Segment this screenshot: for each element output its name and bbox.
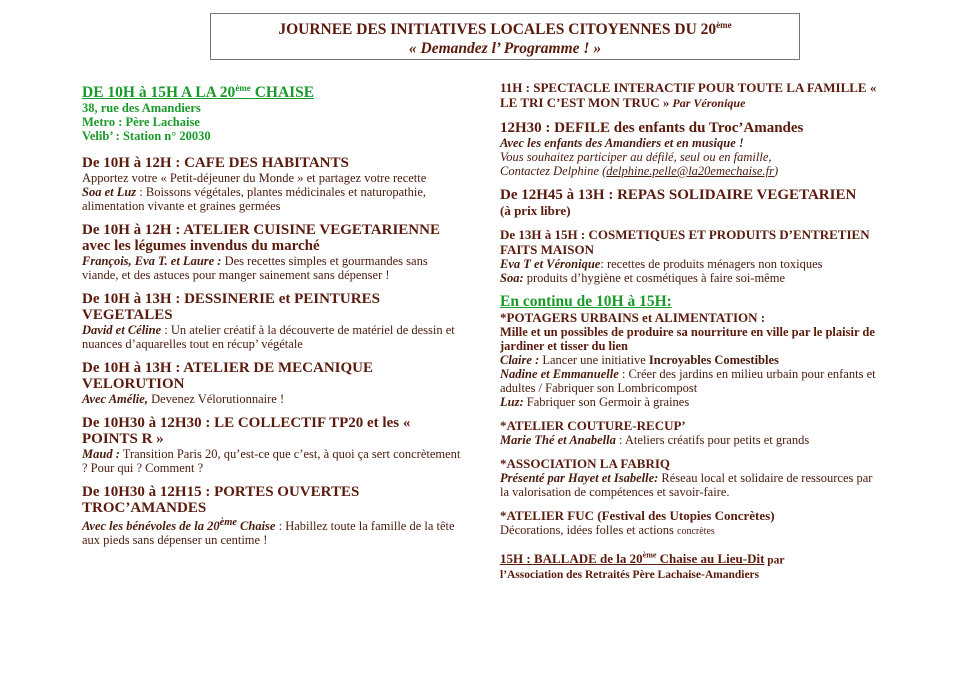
couture-heading: *ATELIER COUTURE-RECUP’	[500, 418, 686, 433]
title-sup: ème	[716, 20, 732, 30]
collectif-description: Transition Paris 20, qu’est-ce que c’est, à quoi ça sert concrètement ? Pour qui ? Comment ?	[82, 447, 461, 476]
portes-heading: De 10H30 à 12H15 : PORTES OUVERTES TROC’AMANDES	[82, 484, 360, 517]
couture-description: : Ateliers créatifs pour petits et grands	[615, 433, 810, 447]
mecanique-who: Avec Amélie,	[82, 392, 148, 407]
portes-section	[82, 484, 462, 547]
cuisine-subheading: avec les légumes invendus du marché	[82, 238, 320, 255]
nadine-who: Nadine et Emmanuelle	[500, 367, 619, 381]
defile-sub: Avec les enfants des Amandiers et en musique !	[500, 136, 744, 150]
dessinerie-section	[82, 291, 462, 351]
fabriq-text	[500, 471, 880, 499]
venue-velib: Velib’ : Station n° 20030	[82, 129, 211, 144]
portes-description: : Habillez toute la famille de la tête aux pieds sans dépenser un centime !	[82, 519, 455, 548]
fabriq-who: Présenté par Hayet et Isabelle:	[500, 471, 659, 485]
fabriq-section	[500, 456, 880, 499]
cuisine-description: Des recettes simples et gourmandes sans viande, et des astuces pour manger sainement sans dépenser !	[82, 254, 428, 283]
defile-heading: 12H30 : DEFILE des enfants du Troc’Amandes	[500, 120, 804, 136]
page-subtitle: « Demandez l’ Programme ! »	[408, 40, 602, 58]
claire-who: Claire :	[500, 353, 540, 367]
dessinerie-text	[82, 323, 462, 351]
continu-section	[500, 294, 880, 409]
cuisine-section	[82, 222, 462, 282]
ballade-assoc: l’Association des Retraités Père Lachaise-Amandiers	[500, 569, 760, 582]
fuc-section	[500, 508, 880, 539]
potagers-nadine	[500, 367, 880, 395]
ballade-title	[500, 551, 764, 566]
couture-section	[500, 418, 880, 447]
left-column	[82, 80, 462, 556]
portes-who-suffix: Chaise	[236, 519, 276, 534]
portes-who-sup: ème	[219, 517, 237, 529]
couture-who: Marie Thé et Anabella	[500, 433, 616, 447]
cafe-who: Soa et Luz	[82, 185, 137, 200]
defile-contact-close: )	[773, 164, 779, 178]
cosmetiques-section	[500, 227, 880, 285]
portes-who	[82, 519, 275, 533]
cuisine-who: François, Eva T. et Laure :	[82, 254, 222, 269]
spectacle-heading	[500, 80, 880, 111]
cosmetiques-text2: produits d’hygiène et cosmétiques à faire soi-même	[523, 271, 786, 285]
portes-who-prefix: Avec les bénévoles de la 20	[82, 519, 220, 534]
collectif-heading: De 10H30 à 12H30 : LE COLLECTIF TP20 et les « POINTS R »	[82, 415, 411, 448]
fuc-small: concrètes	[677, 526, 715, 537]
venue-heading-suffix: CHAISE	[250, 84, 315, 102]
venue-section	[82, 80, 462, 143]
cosmetiques-who2: Soa:	[500, 271, 524, 285]
cuisine-heading: De 10H à 12H : ATELIER CUISINE VEGETARIENNE	[82, 222, 440, 239]
defile-line1: Vous souhaitez participer au défilé, seul ou en famille,	[500, 150, 772, 164]
right-column	[500, 80, 880, 591]
ballade-suffix: Chaise au Lieu-Dit	[656, 551, 765, 567]
cosmetiques-line2	[500, 271, 880, 285]
dessinerie-who: David et Céline	[82, 323, 162, 338]
cafe-section	[82, 155, 462, 213]
venue-heading-sup: ème	[235, 83, 251, 93]
dessinerie-heading: De 10H à 13H : DESSINERIE et PEINTURES VEGETALES	[82, 291, 380, 324]
cafe-text	[82, 185, 462, 213]
repas-heading: De 12H45 à 13H : REPAS SOLIDAIRE VEGETARIEN	[500, 187, 857, 203]
repas-section	[500, 187, 880, 218]
delphine-email-link[interactable]: delphine.pelle@la20emechaise.fr	[606, 164, 774, 178]
fuc-heading: *ATELIER FUC (Festival des Utopies Concrètes)	[500, 508, 775, 523]
cuisine-text	[82, 254, 462, 282]
potagers-luz	[500, 395, 880, 409]
collectif-section	[82, 415, 462, 475]
spectacle-by: Par Véronique	[669, 96, 746, 110]
luz-text: Fabriquer son Germoir à graines	[523, 395, 690, 409]
venue-heading	[82, 80, 462, 101]
repas-sub: (à prix libre)	[500, 203, 571, 218]
page-title	[211, 20, 799, 39]
cafe-heading: De 10H à 12H : CAFE DES HABITANTS	[82, 155, 349, 172]
defile-contact: Contactez Delphine (	[500, 164, 607, 178]
ballade-sup: ème	[642, 551, 657, 560]
fabriq-heading: *ASSOCIATION LA FABRIQ	[500, 456, 670, 471]
venue-address: 38, rue des Amandiers	[82, 101, 201, 116]
claire-text: Lancer une initiative	[539, 353, 649, 367]
nadine-text: : Créer des jardins en milieu urbain pour enfants et adultes / Fabriquer son Lombricompost	[500, 367, 876, 395]
title-box	[210, 13, 800, 60]
fuc-text	[500, 523, 880, 539]
luz-who: Luz:	[500, 395, 524, 409]
mecanique-heading: De 10H à 13H : ATELIER DE MECANIQUE VELORUTION	[82, 360, 373, 393]
claire-bold: Incroyables Comestibles	[648, 353, 779, 367]
venue-heading-text: DE 10H à 15H A LA 20	[82, 84, 236, 102]
ballade-heading	[500, 548, 880, 568]
cafe-description: : Boissons végétales, plantes médicinales et naturopathie, alimentation vivante et graines germées	[82, 185, 427, 214]
ballade-par: par	[764, 554, 785, 567]
spectacle-section	[500, 80, 880, 111]
potagers-heading: *POTAGERS URBAINS et ALIMENTATION :	[500, 310, 766, 325]
spectacle-heading-text: 11H : SPECTACLE INTERACTIF POUR TOUTE LA FAMILLE « LE TRI C’EST MON TRUC »	[500, 80, 877, 110]
continu-heading: En continu de 10H à 15H:	[500, 293, 672, 310]
cosmetiques-who1: Eva T et Véronique	[500, 257, 601, 271]
fuc-description: Décorations, idées folles et actions	[500, 523, 678, 537]
cosmetiques-heading: De 13H à 15H : COSMETIQUES ET PRODUITS D’ENTRETIEN FAITS MAISON	[500, 227, 870, 257]
mecanique-description: Devenez Vélorutionnaire !	[147, 392, 285, 407]
collectif-who: Maud :	[82, 447, 120, 462]
defile-line2	[500, 164, 880, 178]
ballade-prefix: 15H : BALLADE de la 20	[500, 551, 643, 567]
collectif-text	[82, 447, 462, 475]
cosmetiques-text1: : recettes de produits ménagers non toxiques	[600, 257, 823, 271]
mecanique-text	[82, 392, 462, 406]
ballade-section	[500, 548, 880, 582]
cosmetiques-line1	[500, 257, 880, 271]
dessinerie-description: : Un atelier créatif à la découverte de matériel de dessin et nuances d’aquarelles tout en récup’ végétale	[82, 323, 455, 352]
potagers-claire	[500, 353, 880, 367]
portes-text	[82, 516, 462, 547]
couture-text	[500, 433, 880, 447]
cafe-line1: Apportez votre « Petit-déjeuner du Monde » et partagez votre recette	[82, 171, 427, 186]
defile-section	[500, 120, 880, 178]
mecanique-section	[82, 360, 462, 406]
fabriq-description: Réseau local et solidaire de ressources par la valorisation de compétences et savoir-faire.	[500, 471, 873, 499]
venue-metro: Metro : Père Lachaise	[82, 115, 200, 130]
title-text: JOURNEE DES INITIATIVES LOCALES CITOYENNES DU 20	[278, 21, 717, 39]
potagers-sub: Mille et un possibles de produire sa nourriture en ville par le plaisir de jardiner et tisser du lien	[500, 325, 875, 353]
